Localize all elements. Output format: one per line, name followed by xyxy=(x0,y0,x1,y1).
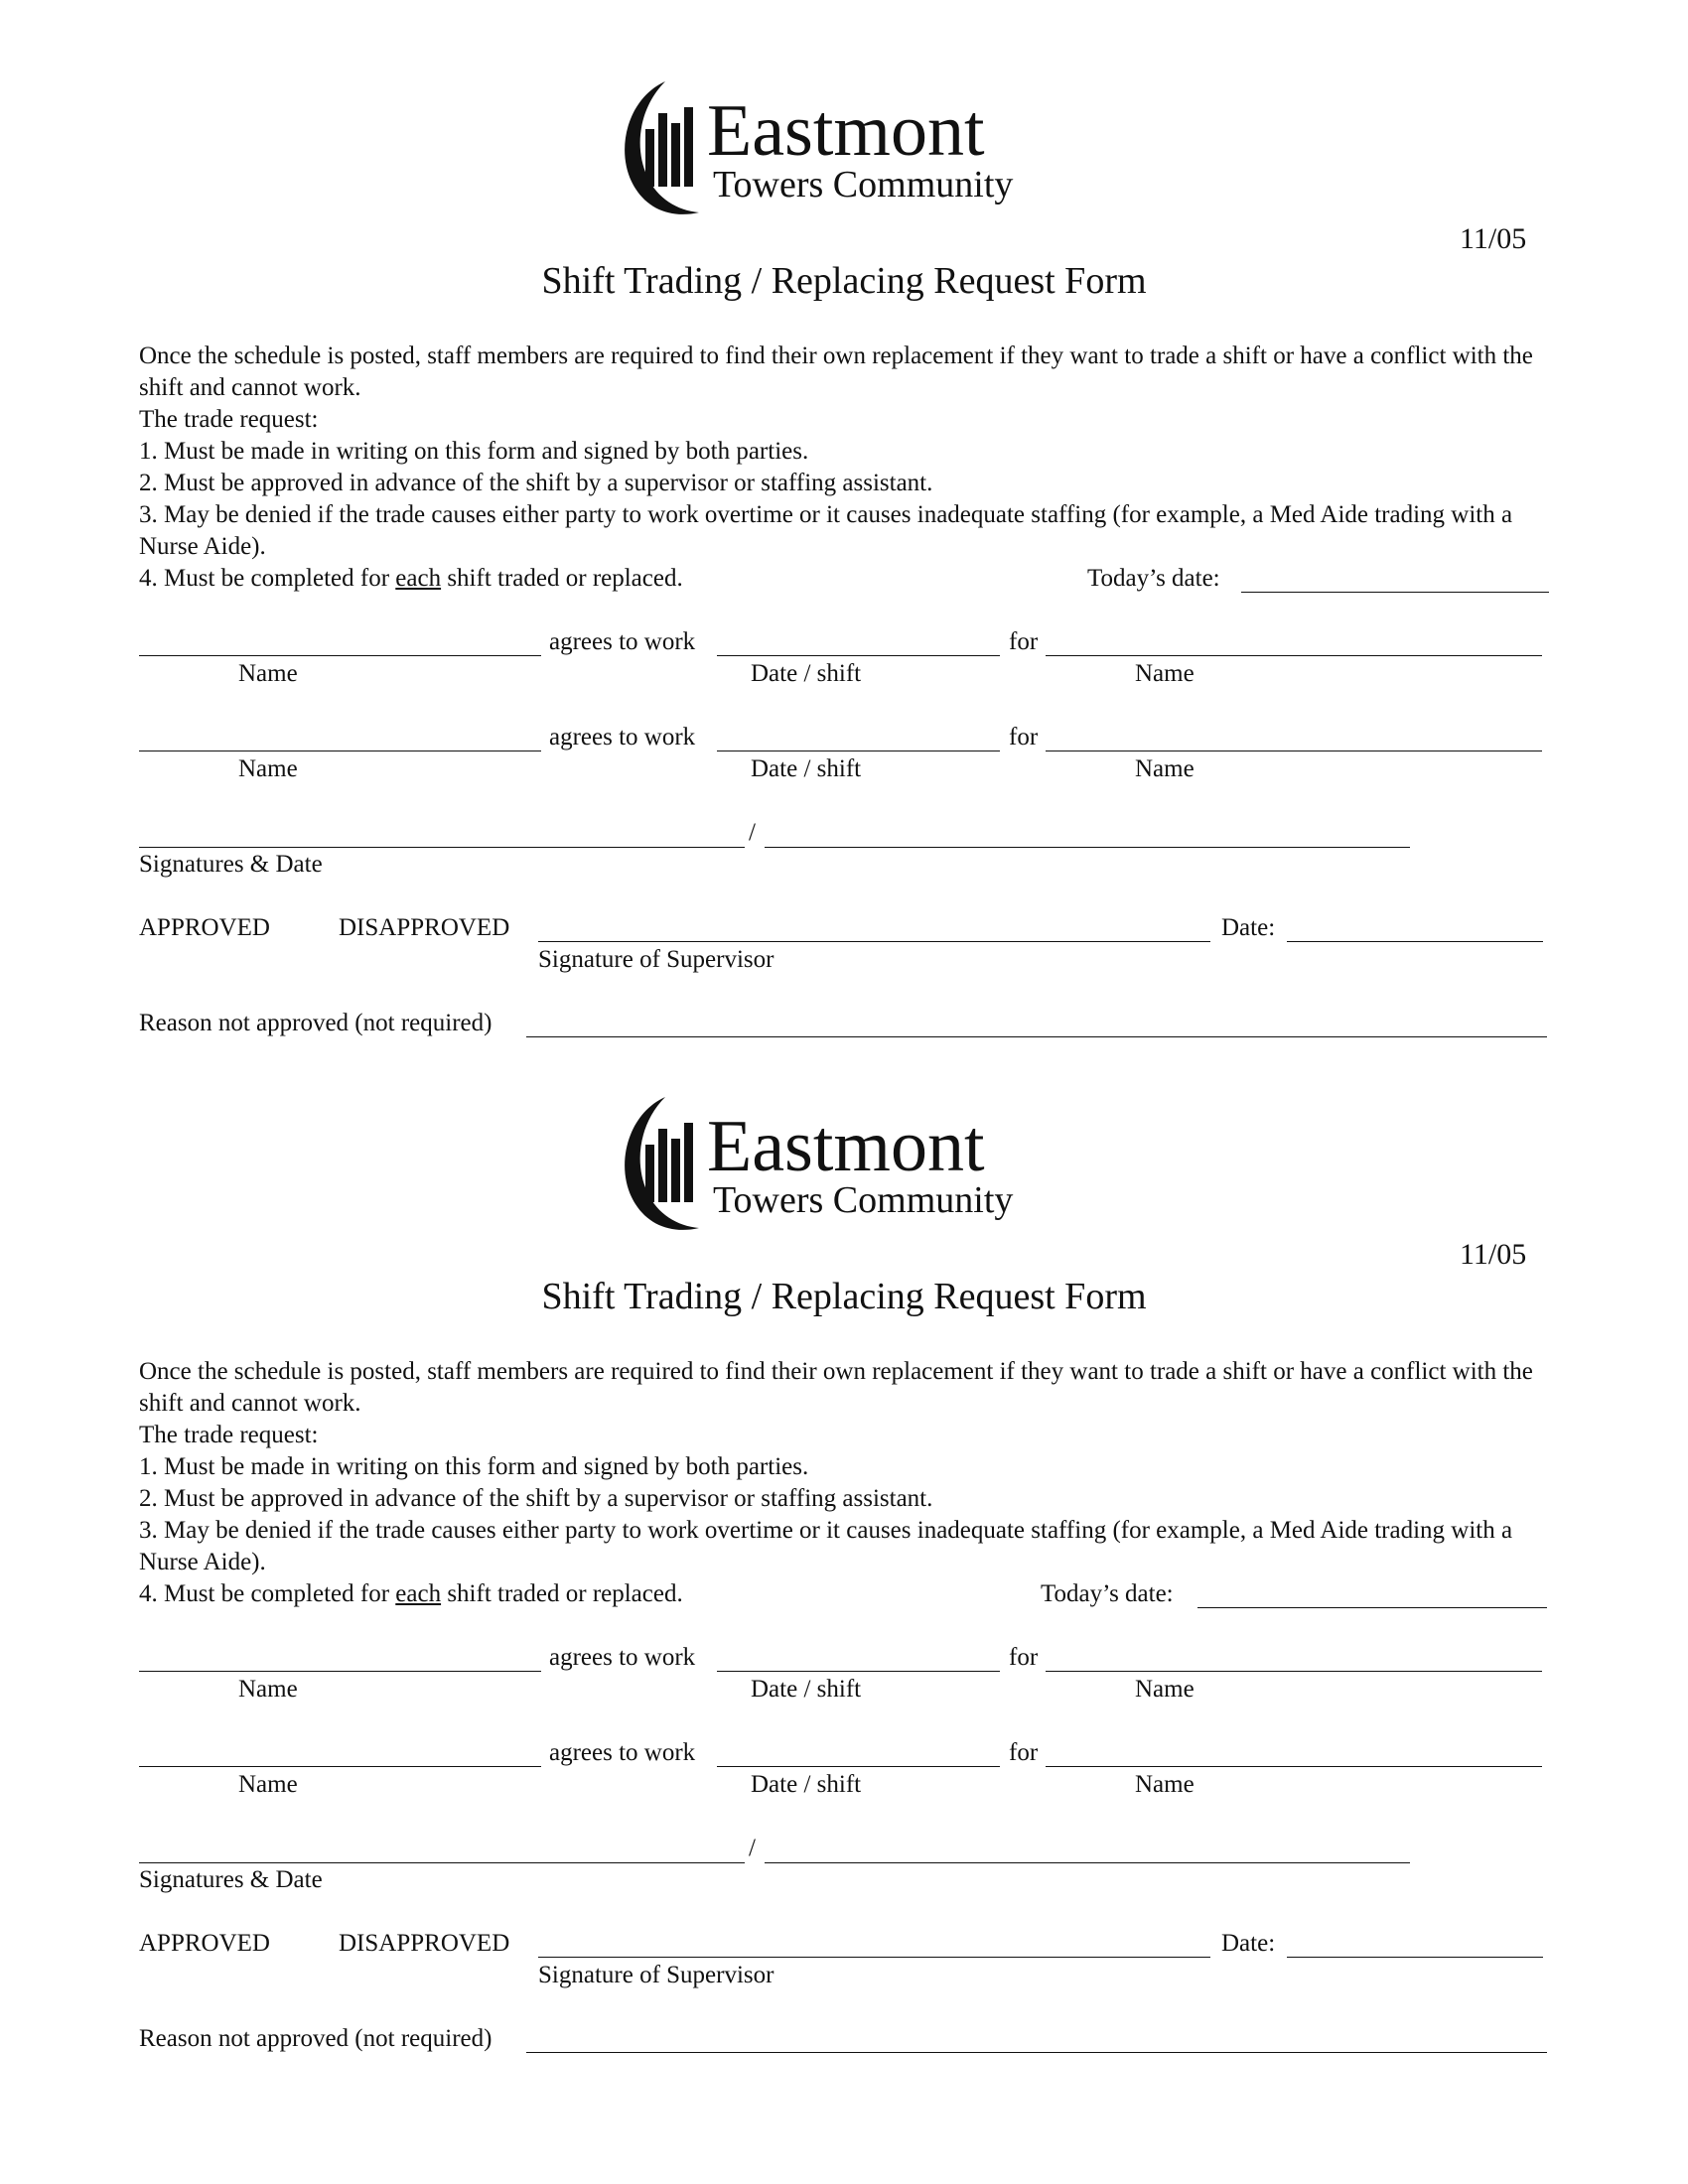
name-caption: Name xyxy=(238,755,298,782)
agrees-to-work-label: agrees to work xyxy=(549,1644,696,1671)
name-caption: Name xyxy=(238,1676,298,1703)
supervisor-caption: Signature of Supervisor xyxy=(538,1962,774,1988)
rule-1: 1. Must be made in writing on this form and signed by both parties. xyxy=(139,438,809,465)
supervisor-signature-field[interactable] xyxy=(538,1957,1210,1958)
rule-4-emphasis: each xyxy=(395,565,442,592)
rule-2: 2. Must be approved in advance of the shift by a supervisor or staffing assistant. xyxy=(139,1485,933,1512)
logo-tagline: Towers Community xyxy=(713,164,1014,205)
rule-1: 1. Must be made in writing on this form and signed by both parties. xyxy=(139,1453,809,1480)
signature-1-field[interactable] xyxy=(139,1862,745,1863)
form-version: 11/05 xyxy=(1460,222,1527,255)
reason-label: Reason not approved (not required) xyxy=(139,1010,492,1036)
reason-label: Reason not approved (not required) xyxy=(139,2025,492,2052)
signatures-caption: Signatures & Date xyxy=(139,1866,323,1893)
supervisor-signature-field[interactable] xyxy=(538,941,1210,942)
shift-request-form-1 xyxy=(0,0,1688,1036)
agrees-to-work-label: agrees to work xyxy=(549,724,696,751)
reason-field[interactable] xyxy=(526,2052,1547,2053)
trade1-date-shift-field[interactable] xyxy=(717,655,1000,656)
shift-request-form-2 xyxy=(0,1016,1688,2052)
trade1-date-shift-field[interactable] xyxy=(717,1671,1000,1672)
approval-date-label: Date: xyxy=(1221,914,1276,941)
name-caption: Name xyxy=(1135,755,1195,782)
rule-4 xyxy=(139,1578,1549,1610)
todays-date-field[interactable] xyxy=(1197,1607,1547,1608)
approved-option[interactable]: APPROVED xyxy=(139,914,270,941)
rule-4-text-end: shift traded or replaced. xyxy=(441,565,683,592)
todays-date-field[interactable] xyxy=(1241,592,1549,593)
eastmont-logo xyxy=(608,77,1084,218)
name-caption: Name xyxy=(1135,1771,1195,1798)
disapproved-option[interactable]: DISAPPROVED xyxy=(339,914,510,941)
name-caption: Name xyxy=(238,660,298,687)
todays-date-label: Today’s date: xyxy=(1087,565,1220,592)
eastmont-logo xyxy=(608,1093,1084,1234)
name-caption: Name xyxy=(238,1771,298,1798)
date-shift-caption: Date / shift xyxy=(751,1676,862,1703)
form-title: Shift Trading / Replacing Request Form xyxy=(541,1276,1147,1317)
logo-wordmark: Eastmont xyxy=(707,90,985,172)
intro-paragraph: Once the schedule is posted, staff members are required to find their own replacement if they want to trade a shift or have a conflict with the shift and cannot work. xyxy=(139,342,1533,401)
trade1-worker-name-field[interactable] xyxy=(139,1671,541,1672)
for-label: for xyxy=(1009,628,1039,655)
for-label: for xyxy=(1009,1739,1039,1766)
logo-wordmark: Eastmont xyxy=(707,1106,985,1187)
trade-request-label: The trade request: xyxy=(139,406,319,433)
signature-slash: / xyxy=(749,1835,756,1861)
for-label: for xyxy=(1009,1644,1039,1671)
rule-4-text-end: shift traded or replaced. xyxy=(441,1580,683,1607)
agrees-to-work-label: agrees to work xyxy=(549,1739,696,1766)
trade1-for-name-field[interactable] xyxy=(1046,1671,1542,1672)
approval-date-label: Date: xyxy=(1221,1930,1276,1957)
trade1-for-name-field[interactable] xyxy=(1046,655,1542,656)
rule-4-text: 4. Must be completed for xyxy=(139,1580,396,1607)
name-caption: Name xyxy=(1135,660,1195,687)
logo-tagline: Towers Community xyxy=(713,1179,1014,1221)
approval-date-field[interactable] xyxy=(1287,941,1543,942)
date-shift-caption: Date / shift xyxy=(751,660,862,687)
form-version: 11/05 xyxy=(1460,1238,1527,1271)
name-caption: Name xyxy=(1135,1676,1195,1703)
signatures-caption: Signatures & Date xyxy=(139,851,323,878)
agrees-to-work-label: agrees to work xyxy=(549,628,696,655)
date-shift-caption: Date / shift xyxy=(751,1771,862,1798)
rule-4-emphasis: each xyxy=(395,1580,442,1607)
signature-2-field[interactable] xyxy=(765,1862,1410,1863)
signature-slash: / xyxy=(749,819,756,846)
trade2-worker-name-field[interactable] xyxy=(139,1766,541,1767)
signature-2-field[interactable] xyxy=(765,847,1410,848)
trade1-worker-name-field[interactable] xyxy=(139,655,541,656)
supervisor-caption: Signature of Supervisor xyxy=(538,946,774,973)
trade2-for-name-field[interactable] xyxy=(1046,1766,1542,1767)
rule-4 xyxy=(139,563,1549,595)
rule-3: 3. May be denied if the trade causes either party to work overtime or it causes inadequate staffing (for example, a Med Aide trading with a Nurse Aide). xyxy=(139,1517,1513,1575)
rule-2: 2. Must be approved in advance of the shift by a supervisor or staffing assistant. xyxy=(139,470,933,496)
signature-1-field[interactable] xyxy=(139,847,745,848)
form-title: Shift Trading / Replacing Request Form xyxy=(541,260,1147,302)
approved-option[interactable]: APPROVED xyxy=(139,1930,270,1957)
todays-date-label: Today’s date: xyxy=(1041,1580,1174,1607)
disapproved-option[interactable]: DISAPPROVED xyxy=(339,1930,510,1957)
date-shift-caption: Date / shift xyxy=(751,755,862,782)
approval-date-field[interactable] xyxy=(1287,1957,1543,1958)
trade-request-label: The trade request: xyxy=(139,1422,319,1448)
rule-4-text: 4. Must be completed for xyxy=(139,565,396,592)
rule-3: 3. May be denied if the trade causes either party to work overtime or it causes inadequate staffing (for example, a Med Aide trading with a Nurse Aide). xyxy=(139,501,1513,560)
intro-paragraph: Once the schedule is posted, staff members are required to find their own replacement if they want to trade a shift or have a conflict with the shift and cannot work. xyxy=(139,1358,1533,1417)
for-label: for xyxy=(1009,724,1039,751)
trade2-date-shift-field[interactable] xyxy=(717,1766,1000,1767)
